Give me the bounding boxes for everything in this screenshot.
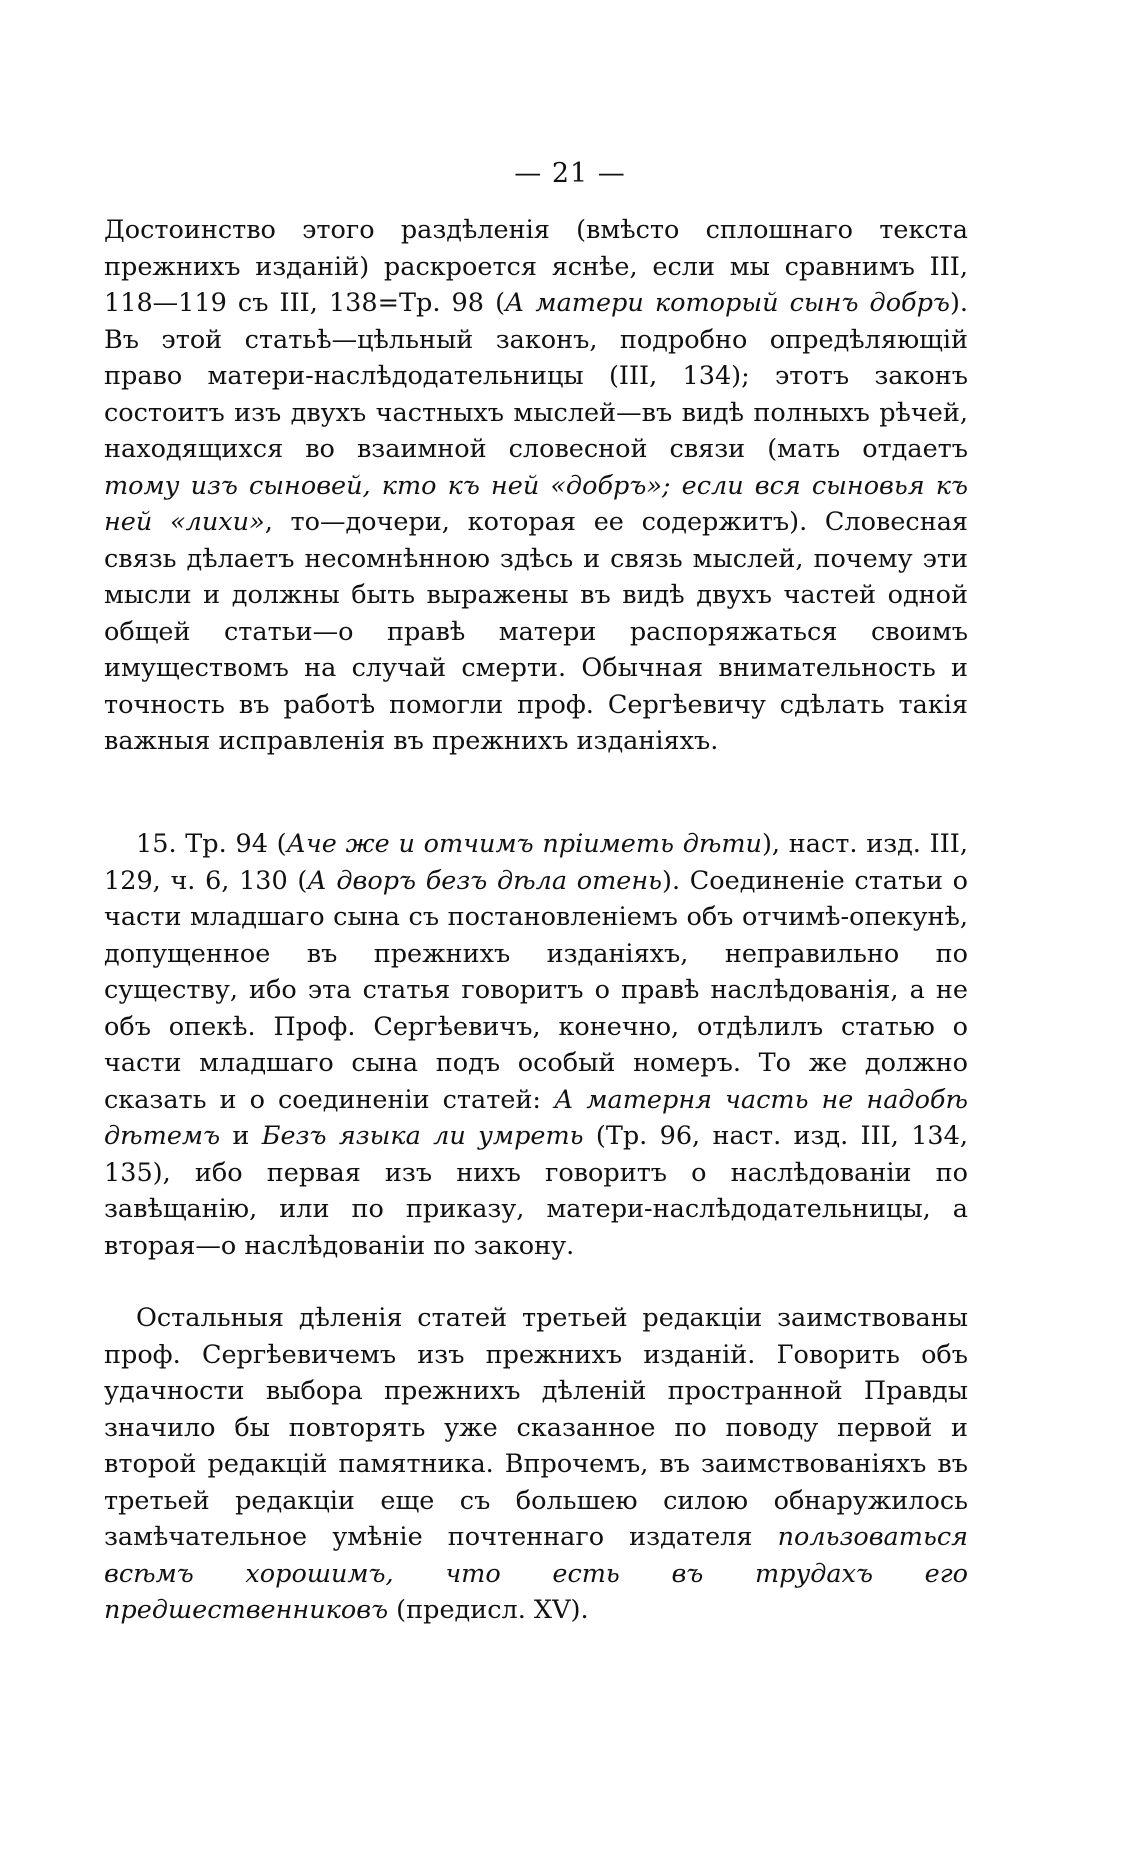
text-segment: ). Въ этой статьѣ—цѣльный законъ, подробно опредѣляющій право матери-наслѣдодательницы (III, 134); этотъ законъ состоитъ изъ двухъ частныхъ мыслей—въ видѣ полныхъ рѣчей, находящихся во взаимной словесной связи (мать отдаетъ (104, 288, 968, 464)
italic-quote: Безъ языка ли умреть (261, 1121, 584, 1151)
text-segment: 15. Тр. 94 ( (136, 829, 287, 859)
paragraph-2-text (104, 826, 968, 1264)
text-segment: ). Соединеніе статьи о части младшаго сына съ постановленіемъ объ отчимѣ-опекунѣ, допущенное въ прежнихъ изданіяхъ, неправильно по существу, ибо эта статья говоритъ о правѣ наслѣдованія, а не объ опекѣ. Проф. Сергѣевичъ, конечно, отдѣлилъ статью о части младшаго сына подъ особый номеръ. То же должно сказать и о соединеніи статей: (104, 865, 969, 1115)
italic-quote: Аче же и отчимъ пріиметь дѣти (286, 829, 762, 859)
paragraph-1-text (104, 212, 968, 760)
text-segment: (Тр. 96, наст. изд. III, 134, 135), ибо первая изъ нихъ говоритъ о наслѣдованіи по завѣщанію, или по приказу, матери-наслѣдодательницы, а вторая—о наслѣдованіи по закону. (104, 1121, 968, 1261)
paragraph-1 (104, 212, 968, 760)
text-segment: ), наст. изд. III, 129, ч. 6, 130 ( (104, 829, 968, 896)
text-segment: (предисл. XV). (388, 1595, 589, 1625)
text-segment: Достоинство этого раздѣленія (вмѣсто сплошнаго текста прежнихъ изданій) раскроется яснѣе, если мы сравнимъ III, 118—119 съ III, 138=Тр. 98 ( (104, 215, 968, 318)
italic-quote: А матери который сынъ добръ (505, 288, 950, 318)
text-segment: , то—дочери, которая ее содержитъ). Словесная связь дѣлаетъ несомнѣнною здѣсь и связь мыслей, почему эти мысли и должны быть выражены въ видѣ двухъ частей одной общей статьи—о правѣ матери распоряжаться своимъ имуществомъ на случай смерти. Обычная внимательность и точность въ работѣ помогли проф. Сергѣевичу сдѣлать такія важныя исправленія въ прежнихъ изданіяхъ. (104, 507, 968, 756)
italic-quote: тому изъ сыновей, кто къ ней «добръ»; если вся сыновья къ ней «лихи» (104, 470, 968, 537)
italic-quote: А дворъ безъ дѣла отень (307, 865, 663, 896)
paragraph-2 (104, 826, 968, 1264)
italic-quote: пользоваться всѣмъ хорошимъ, что есть въ трудахъ его предшественниковъ (104, 1522, 968, 1625)
paragraph-3-text (104, 1300, 968, 1629)
paragraph-3 (104, 1300, 968, 1629)
text-segment: и (220, 1121, 262, 1151)
page-number: — 21 — (514, 158, 626, 189)
text-segment: Остальныя дѣленія статей третьей редакціи заимствованы проф. Сергѣевичемъ изъ прежнихъ изданій. Говорить объ удачности выбора прежнихъ дѣленій пространной Правды значило бы повторять уже сказанное по поводу первой и второй редакцій памятника. Впрочемъ, въ заимствованіяхъ въ третьей редакціи еще съ большею силою обнаружилось замѣчательное умѣніе почтеннаго издателя (104, 1303, 968, 1552)
italic-quote: А матерня часть не надобѣ дѣтемъ (104, 1084, 968, 1151)
